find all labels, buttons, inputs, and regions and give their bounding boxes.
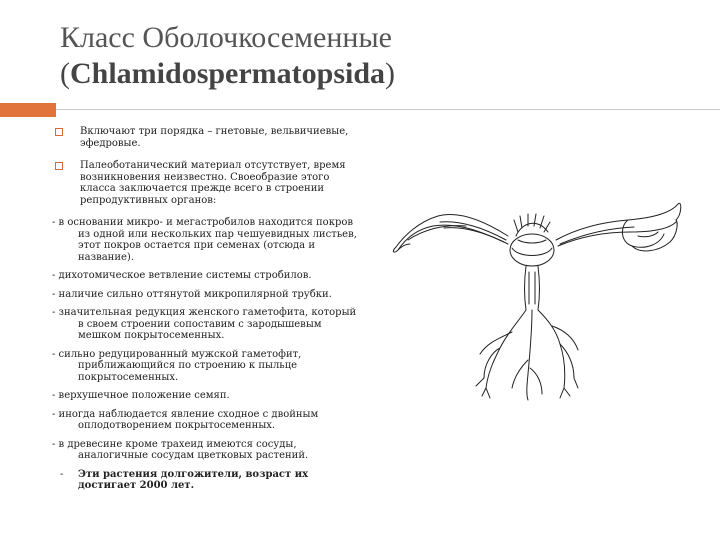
title-paren-close: ) — [385, 57, 396, 90]
title-line-1: Класс Оболочкосеменные — [60, 21, 392, 54]
list-item: - верхушечное положение семяп. — [52, 390, 230, 401]
bullet-item — [52, 126, 362, 149]
slide-body — [52, 126, 362, 499]
list-item: - значительная редукция женского гаметофита, который в своем строении сопоставим с зародышевым мешком покрытосеменных. — [52, 307, 357, 341]
list-item: - дихотомическое ветвление системы стробилов. — [52, 270, 312, 281]
divider-accent-block — [0, 103, 56, 117]
slide-title — [60, 20, 680, 92]
title-latin-name: Chlamidospermatopsida — [70, 57, 386, 90]
list-dash: - — [60, 468, 64, 480]
title-line-2 — [60, 56, 680, 92]
title-paren-open: ( — [60, 57, 70, 90]
square-bullet-icon — [55, 128, 63, 136]
bullet-text: Палеоботанический материал отсутствует, время возникновения неизвестно. Своеобразие этого класса заключается прежде всего в строении репродуктивных органов: — [80, 160, 346, 206]
list-item: - в древесине кроме трахеид имеются сосуды, аналогичные сосудам цветковых растений. — [52, 438, 309, 461]
title-divider — [0, 103, 720, 117]
welwitschia-plant-icon — [388, 192, 684, 404]
list-item: - сильно редуцированный мужской гаметофит, приближающийся по строению к пыльце покрытосеменных. — [52, 348, 302, 383]
final-statement: Эти растения долгожители, возраст их достигает 2000 лет. — [78, 468, 309, 491]
divider-line — [56, 109, 720, 110]
list-item: - наличие сильно оттянутой микропилярной трубки. — [52, 288, 332, 300]
bullet-text: Включают три порядка – гнетовые, вельвичиевые, эфедровые. — [80, 126, 349, 149]
list-item: - иногда наблюдается явление сходное с двойным оплодотворением покрытосеменных. — [52, 408, 319, 431]
bullet-item — [52, 160, 362, 206]
list-item-final — [52, 469, 362, 492]
square-bullet-icon — [55, 162, 63, 170]
list-item: - в основании микро- и мегастробилов находится покров из одной или нескольких пар чешуевидных листьев, этот покров остается при семенах (отсюда и название). — [52, 217, 357, 263]
